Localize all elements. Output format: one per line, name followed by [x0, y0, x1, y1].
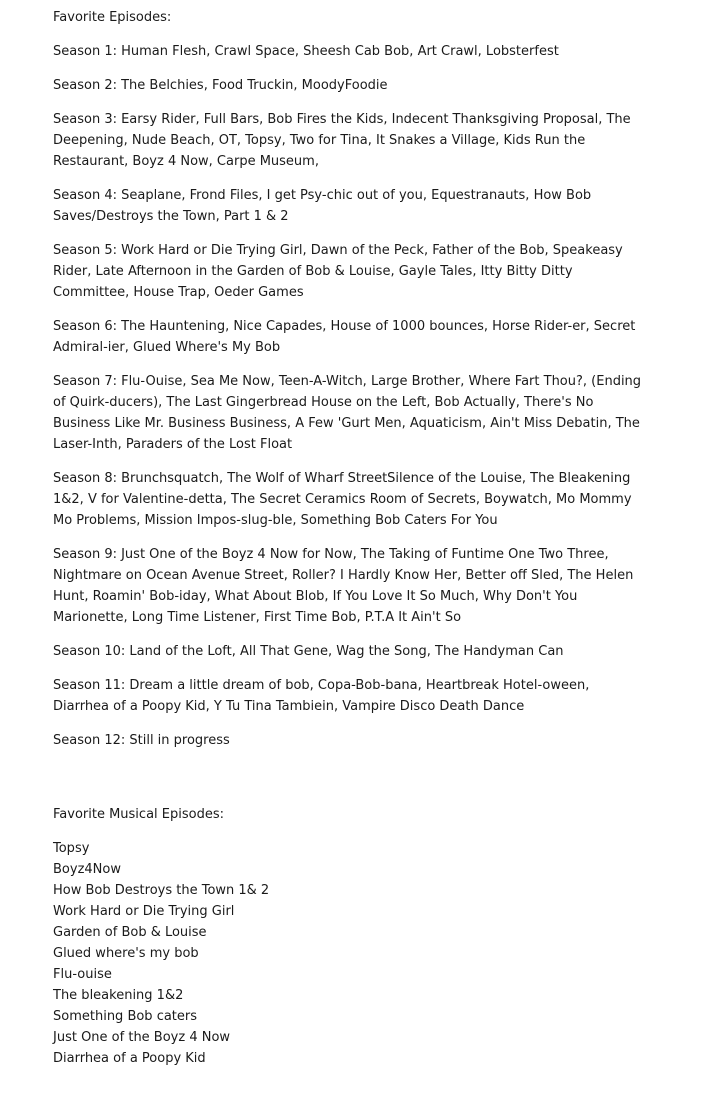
list-item: The bleakening 1&2 — [53, 988, 184, 1003]
season-2-paragraph: Season 2: The Belchies, Food Truckin, MoodyFoodie — [53, 78, 388, 93]
season-3-paragraph: Season 3: Earsy Rider, Full Bars, Bob Fires the Kids, Indecent Thanksgiving Proposal, The Deepening, Nude Beach, OT, Topsy, Two for Tina, It Snakes a Village, Kids Run the Restaurant, Boyz 4 Now, Carpe Museum, — [53, 112, 631, 169]
list-item: Flu-ouise — [53, 967, 112, 982]
season-4-paragraph: Season 4: Seaplane, Frond Files, I get Psy-chic out of you, Equestranauts, How Bob Saves/Destroys the Town, Part 1 & 2 — [53, 188, 592, 224]
season-9-paragraph: Season 9: Just One of the Boyz 4 Now for Now, The Taking of Funtime One Two Three, Nightmare on Ocean Avenue Street, Roller? I Hardly Know Her, Better off Sled, The Helen Hunt, Roamin' Bob-iday, What About Blob, If You Love It So Much, Why Don't You Marionette, Long Time Listener, First Time Bob, P.T.A It Ain't So — [53, 547, 634, 625]
season-7-paragraph: Season 7: Flu-Ouise, Sea Me Now, Teen-A-Witch, Large Brother, Where Fart Thou?, (Ending of Quirk-ducers), The Last Gingerbread House on the Left, Bob Actually, There's No Business Like Mr. Business Business, A Few 'Gurt Men, Aquaticism, Ain't Miss Debatin, The Laser-Inth, Paraders of the Lost Float — [53, 374, 642, 452]
list-item: Garden of Bob & Louise — [53, 925, 207, 940]
season-11-paragraph: Season 11: Dream a little dream of bob, Copa-Bob-bana, Heartbreak Hotel-oween, Diarrhea of a Poopy Kid, Y Tu Tina Tambiein, Vampire Disco Death Dance — [53, 678, 590, 714]
season-6-paragraph: Season 6: The Hauntening, Nice Capades, House of 1000 bounces, Horse Rider-er, Secret Admiral-ier, Glued Where's My Bob — [53, 319, 636, 355]
list-item: Diarrhea of a Poopy Kid — [53, 1051, 206, 1066]
favorite-musical-episodes-heading: Favorite Musical Episodes: — [53, 807, 224, 822]
season-list — [53, 41, 643, 751]
season-1-paragraph: Season 1: Human Flesh, Crawl Space, Sheesh Cab Bob, Art Crawl, Lobsterfest — [53, 44, 559, 59]
list-item: Boyz4Now — [53, 862, 121, 877]
season-8-paragraph: Season 8: Brunchsquatch, The Wolf of Wharf StreetSilence of the Louise, The Bleakening 1&2, V for Valentine-detta, The Secret Ceramics Room of Secrets, Boywatch, Mo Mommy Mo Problems, Mission Impos-slug-ble, Something Bob Caters For You — [53, 471, 632, 528]
season-5-paragraph: Season 5: Work Hard or Die Trying Girl, Dawn of the Peck, Father of the Bob, Speakeasy Rider, Late Afternoon in the Garden of Bob & Louise, Gayle Tales, Itty Bitty Ditty Committee, House Trap, Oeder Games — [53, 243, 623, 300]
document-page — [53, 7, 643, 1069]
list-item: Topsy — [53, 841, 90, 856]
favorite-episodes-heading: Favorite Episodes: — [53, 10, 172, 25]
section-spacer — [53, 764, 643, 804]
season-12-paragraph: Season 12: Still in progress — [53, 733, 230, 748]
list-item: Glued where's my bob — [53, 946, 199, 961]
list-item: Just One of the Boyz 4 Now — [53, 1030, 231, 1045]
list-item: How Bob Destroys the Town 1& 2 — [53, 883, 270, 898]
list-item: Work Hard or Die Trying Girl — [53, 904, 235, 919]
musical-episode-list — [53, 838, 643, 1069]
season-10-paragraph: Season 10: Land of the Loft, All That Gene, Wag the Song, The Handyman Can — [53, 644, 564, 659]
list-item: Something Bob caters — [53, 1009, 198, 1024]
